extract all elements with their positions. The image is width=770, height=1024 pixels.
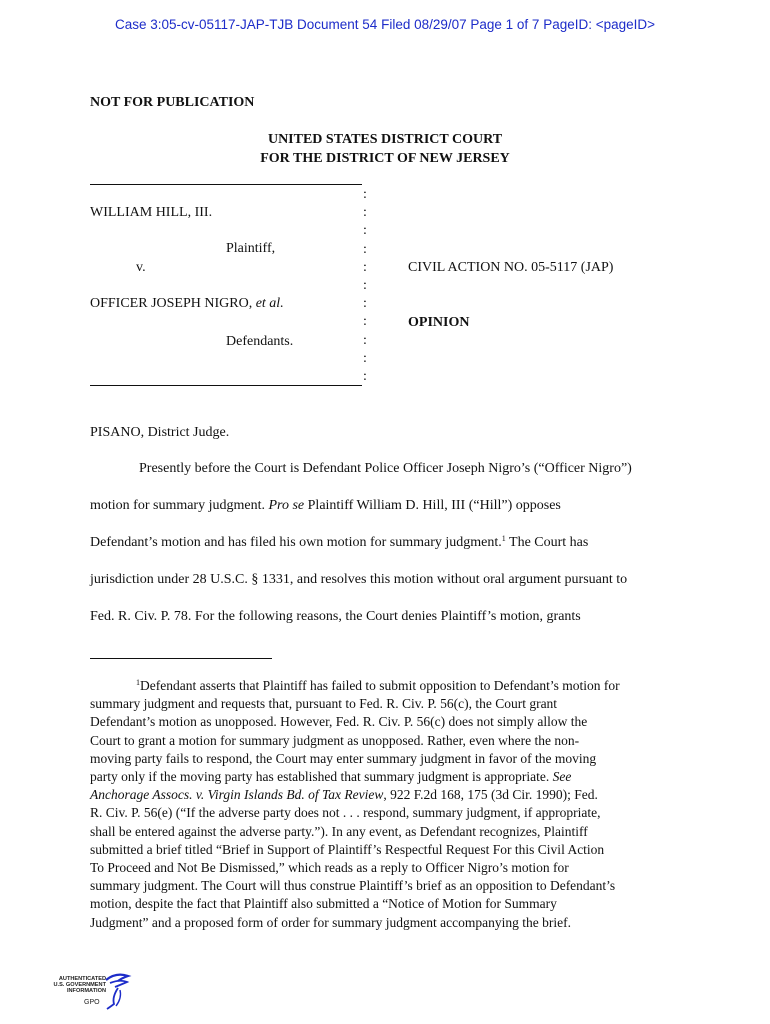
colon: : xyxy=(363,314,367,330)
page-header: Case 3:05-cv-05117-JAP-TJB Document 54 Filed 08/29/07 Page 1 of 7 PageID: <pageID> xyxy=(114,17,656,32)
defendant-role: Defendants. xyxy=(226,334,294,349)
colon: : xyxy=(363,278,367,294)
footnote-line: summary judgment and requests that, pursuant to Fed. R. Civ. P. 56(c), the Court grant xyxy=(90,696,558,712)
footnote-line: To Proceed and Not Be Dismissed,” which reads as a reply to Officer Nigro’s motion for xyxy=(90,860,569,876)
colon: : xyxy=(363,223,367,239)
civil-action-number: CIVIL ACTION NO. 05-5117 (JAP) xyxy=(408,260,614,275)
footnote-text: party only if the moving party has established that summary judgment is appropriate. xyxy=(90,769,553,785)
footnote-line: submitted a brief titled “Brief in Support of Plaintiff’s Respectful Request For this Civil Action xyxy=(90,841,605,857)
footnote-line xyxy=(90,768,682,786)
footnote-marker: 1 xyxy=(136,678,140,687)
body-line: jurisdiction under 28 U.S.C. § 1331, and resolves this motion without oral argument pursuant to xyxy=(90,572,628,587)
footnote-line: Judgment” and a proposed form of order for summary judgment accompanying the brief. xyxy=(90,914,571,930)
body-line xyxy=(90,535,588,551)
footnote-text: Defendant asserts that Plaintiff has failed to submit opposition to Defendant’s motion for xyxy=(140,678,620,693)
body-text: Defendant’s motion and has filed his own motion for summary judgment. xyxy=(90,535,502,550)
colon: : xyxy=(363,332,367,348)
document-type: OPINION xyxy=(408,315,470,330)
plaintiff-role: Plaintiff, xyxy=(226,241,276,256)
colon: : xyxy=(363,369,367,385)
court-name: UNITED STATES DISTRICT COURT xyxy=(267,132,503,147)
defendant-name-suffix: et al. xyxy=(255,296,284,311)
defendant-name xyxy=(90,296,284,312)
logo-line: U.S. GOVERNMENT xyxy=(53,982,106,989)
footnote-line: moving party fails to respond, the Court may enter summary judgment in favor of the moving xyxy=(90,750,597,766)
footnote-line xyxy=(90,677,682,695)
footnote-line: summary judgment. The Court will thus construe Plaintiff’s brief as an opposition to Defendant’s xyxy=(90,878,616,894)
colon: : xyxy=(363,187,367,202)
judge-line: PISANO, District Judge. xyxy=(90,425,230,440)
footnote-separator xyxy=(90,658,272,659)
footnote-text: , 922 F.2d 168, 175 (3d Cir. 1990); Fed. xyxy=(383,787,598,803)
logo-gpo: GPO xyxy=(84,999,100,1006)
footnote xyxy=(90,677,682,932)
caption-bottom-rule xyxy=(90,385,362,386)
logo-text xyxy=(44,976,106,995)
publication-notice: NOT FOR PUBLICATION xyxy=(90,95,255,110)
colon: : xyxy=(363,205,367,221)
footnote-line: Court to grant a motion for summary judgment as unopposed. Rather, even where the non- xyxy=(90,732,580,748)
colon: : xyxy=(363,241,367,257)
footnote-line xyxy=(90,786,682,804)
body-line: Fed. R. Civ. P. 78. For the following reasons, the Court denies Plaintiff’s motion, grants xyxy=(90,609,581,624)
gpo-authentication-logo xyxy=(44,970,134,1012)
colon: : xyxy=(363,296,367,312)
footnote-reference: 1 xyxy=(501,534,506,543)
logo-line: INFORMATION xyxy=(66,988,106,995)
plaintiff-name: WILLIAM HILL, III. xyxy=(90,205,213,220)
colon: : xyxy=(363,350,367,366)
defendant-name-text: OFFICER JOSEPH NIGRO, xyxy=(90,296,253,311)
caption-colon-column xyxy=(361,186,369,386)
footnote-italic: Anchorage Assocs. v. Virgin Islands Bd. of Tax Review xyxy=(90,787,384,803)
versus: v. xyxy=(136,260,146,275)
caption-top-rule xyxy=(90,184,362,185)
logo-line: AUTHENTICATED xyxy=(58,976,106,982)
colon: : xyxy=(363,259,367,275)
footnote-line: R. Civ. P. 56(e) (“If the adverse party does not . . . respond, summary judgment, if appropriate, xyxy=(90,805,601,821)
footnote-line: shall be entered against the adverse party.”). In any event, as Defendant recognizes, Plaintiff xyxy=(90,823,588,839)
body-italic: Pro se xyxy=(268,498,305,513)
footnote-line: Defendant’s motion as unopposed. However, Fed. R. Civ. P. 56(c) does not simply allow the xyxy=(90,714,588,730)
body-line: Presently before the Court is Defendant Police Officer Joseph Nigro’s (“Officer Nigro”) xyxy=(139,461,632,476)
gpo-eagle-icon xyxy=(102,970,132,1012)
body-text: motion for summary judgment. xyxy=(90,498,269,513)
body-text: Plaintiff William D. Hill, III (“Hill”) opposes xyxy=(304,498,561,513)
body-text: The Court has xyxy=(505,535,589,550)
footnote-italic: See xyxy=(552,769,572,785)
footnote-line: motion, despite the fact that Plaintiff also submitted a “Notice of Motion for Summary xyxy=(90,896,557,912)
body-line xyxy=(90,498,561,514)
court-district: FOR THE DISTRICT OF NEW JERSEY xyxy=(260,151,510,166)
